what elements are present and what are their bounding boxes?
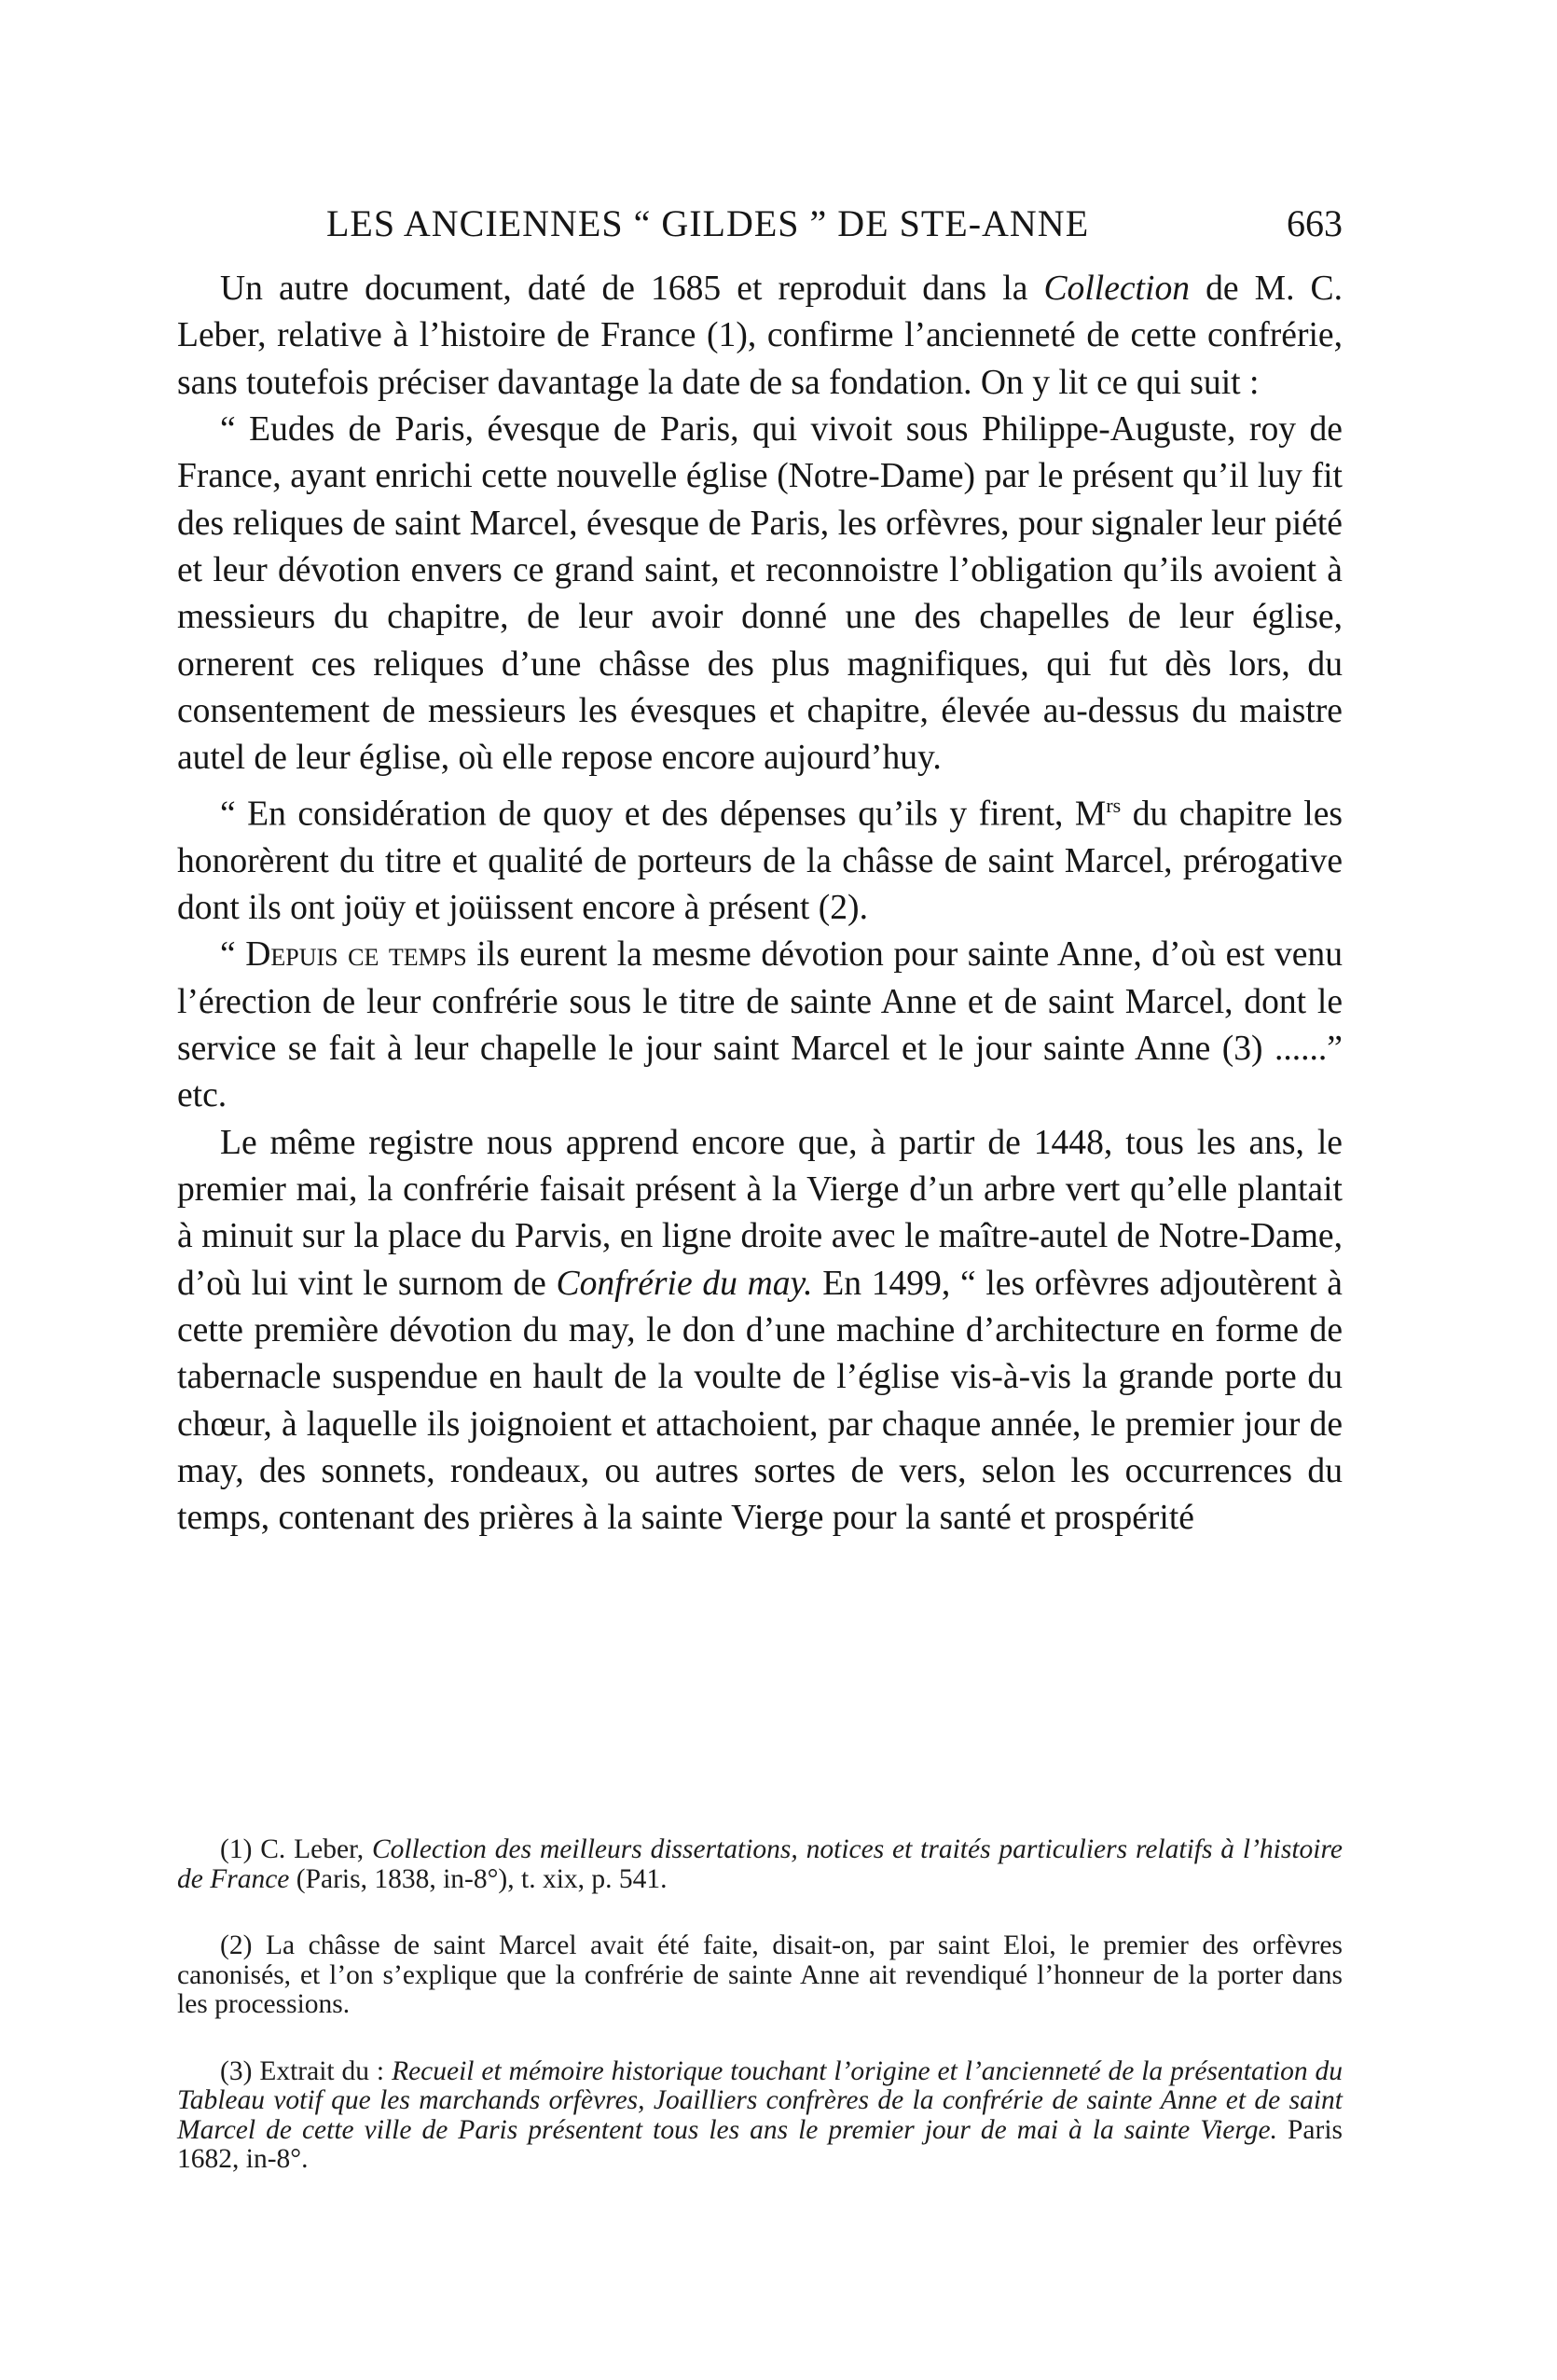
- paragraph-1-text: Un autre document, daté de 1685 et reproduit dans la: [220, 270, 1044, 308]
- running-header: [177, 196, 1343, 252]
- paragraph-1-italic: Collection: [1043, 270, 1191, 308]
- paragraph-3-text-end: du chapitre les honorèrent du titre et qualité de porteurs de la châsse de saint Marcel, prérogative dont ils ont joüy et joüissent encore à présent (2).: [177, 795, 1343, 927]
- footnote-2: (2) La châsse de saint Marcel avait été faite, disait-on, par saint Eloi, le premier des orfèvres canonisés, et l’on s’explique que la confrérie de sainte Anne ait revendiqué l’honneur de la porter dans les processions.: [177, 1930, 1343, 2019]
- footnote-1-text-end: (Paris, 1838, in-8°), t. xix, p. 541.: [289, 1863, 668, 1894]
- paragraph-5-italic: Confrérie du may.: [556, 1264, 813, 1303]
- running-title: LES ANCIENNES “ GILDES ” DE STE-ANNE: [326, 202, 1090, 244]
- footnote-3: [177, 2057, 1343, 2175]
- paragraph-4-text: ils eurent la mesme dévotion pour sainte Anne, d’où est venu l’érection de leur confrérie sous le titre de sainte Anne et de saint Marcel, dont le service se fait à leur chapelle le jour saint Marcel et le jour sainte Anne (3) ......” etc.: [177, 935, 1343, 1115]
- footnotes: [177, 1835, 1343, 2212]
- paragraph-5-text-end: En 1499, “ les orfèvres adjoutèrent à cette première dévotion du may, le don d’une machine d’architecture en forme de tabernacle suspendue en hault de la voulte de l’église vis-à-vis la grande porte du chœur, à laquelle ils joignoient et attachoient, par chaque année, le premier jour de may, des sonnets, rondeaux, ou autres sortes de vers, selon les occurrences du temps, contenant des prières à la sainte Vierge pour la santé et prospérité: [177, 1264, 1343, 1538]
- paragraph-5: [177, 1120, 1343, 1543]
- footnote-3-text: (3) Extrait du :: [220, 2055, 393, 2086]
- footnote-3-italic: Recueil et mémoire historique touchant l’origine et l’ancienneté de la présentation du Tableau votif que les marchands orfèvres, Joailliers confrères de la confrérie de sainte Anne et de saint Marcel de cette ville de Paris présentent tous les ans le premier jour de mai à la sainte Vierge.: [177, 2055, 1343, 2145]
- paragraph-2-quotation: “ Eudes de Paris, évesque de Paris, qui vivoit sous Philippe-Auguste, roy de France, ayant enrichi cette nouvelle église (Notre-Dame) par le présent qu’il luy fit des reliques de saint Marcel, évesque de Paris, les orfèvres, pour signaler leur piété et leur dévotion envers ce grand saint, et reconnoistre l’obligation qu’ils avoient à messieurs du chapitre, de leur avoir donné une des chapelles de leur église, ornerent ces reliques d’une châsse des plus magnifiques, qui fut dès lors, du consentement de messieurs les évesques et chapitre, élevée au-dessus du maistre autel de leur église, où elle repose encore aujourd’huy.: [177, 410, 1343, 778]
- footnote-1: [177, 1835, 1343, 1894]
- footnote-1-text: (1) C. Leber,: [220, 1834, 372, 1864]
- page-number: 663: [1287, 202, 1343, 244]
- footnote-1-italic: Collection des meilleurs dissertations, notices et traités particuliers relatifs à l’histoire de France: [177, 1834, 1343, 1894]
- paragraph-5-text: Le même registre nous apprend encore que, à partir de 1448, tous les ans, le premier mai, la confrérie faisait présent à la Vierge d’un arbre vert qu’elle plantait à minuit sur la place du Parvis, en ligne droite avec le maître-autel de Notre-Dame, d’où lui vint le surnom de: [177, 1123, 1343, 1303]
- paragraph-3-superscript: rs: [1106, 793, 1122, 817]
- paragraph-4-quotation: [177, 932, 1343, 1119]
- paragraph-4-smallcaps: Depuis ce temps: [245, 935, 467, 975]
- paragraph-1: [177, 266, 1343, 407]
- paragraph-3-text: “ En considération de quoy et des dépenses qu’ils y firent, M: [220, 795, 1107, 834]
- paragraph-1-text-end: de M. C. Leber, relative à l’histoire de France (1), confirme l’ancienneté de cette confrérie, sans toutefois préciser davantage la date de sa fondation. On y lit ce qui suit :: [177, 270, 1343, 402]
- footnote-3-text-end: Paris 1682, in-8°.: [177, 2114, 1343, 2174]
- paragraph-4-open-quote: “: [220, 935, 246, 975]
- paragraph-3-quotation: [177, 782, 1343, 933]
- main-text: [177, 266, 1343, 1543]
